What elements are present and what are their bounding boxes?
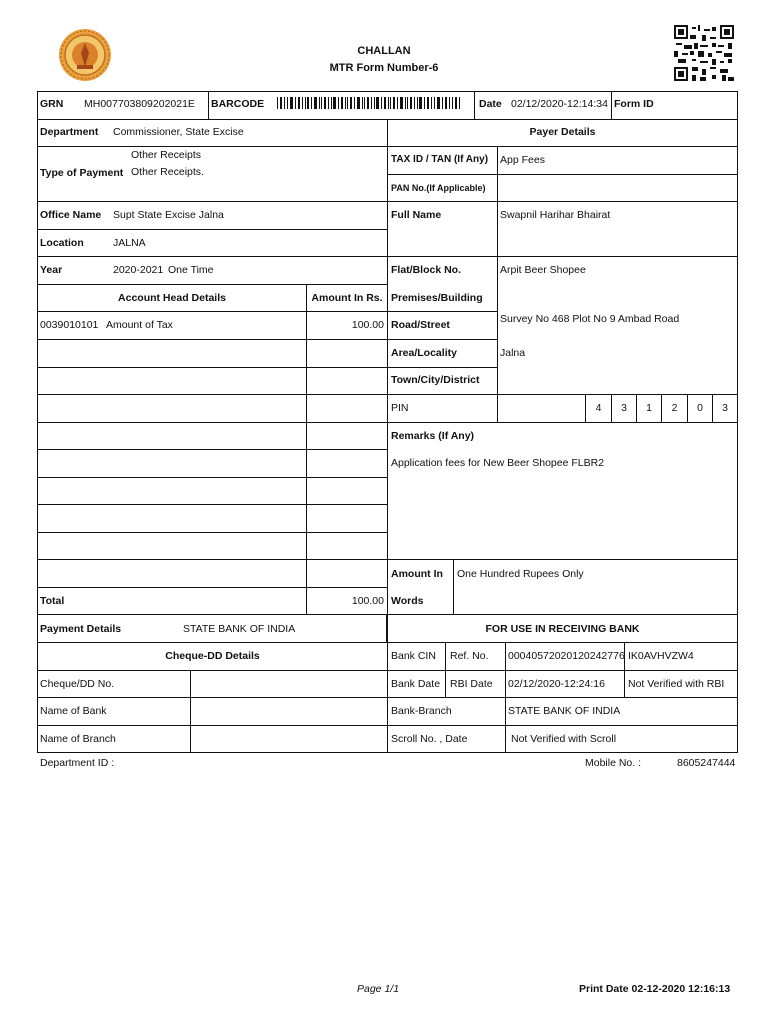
date-label: Date (479, 98, 502, 110)
remarks-value: Application fees for New Beer Shopee FLBR2 (391, 457, 605, 469)
pin-digit: 0 (697, 402, 703, 414)
bank-date-label: Bank Date (391, 678, 441, 690)
bank-branch-label: Bank-Branch (391, 705, 452, 717)
scroll-label: Scroll No. , Date (391, 733, 468, 745)
pin-digit: 3 (722, 402, 728, 414)
print-date: Print Date 02-12-2020 12:16:13 (579, 983, 731, 995)
year-period: One Time (168, 264, 214, 276)
location-label: Location (40, 237, 84, 249)
area-label: Area/Locality (391, 347, 457, 359)
pin-digit: 3 (621, 402, 627, 414)
flat-value: Arpit Beer Shopee (500, 264, 586, 276)
office-name-value: Supt State Excise Jalna (113, 209, 224, 221)
town-label: Town/City/District (391, 374, 480, 386)
scroll-value: Not Verified with Scroll (511, 733, 617, 745)
grn-label: GRN (40, 98, 64, 110)
grn-value: MH007703809202021E (84, 98, 195, 110)
pan-label: PAN No.(If Applicable) (391, 183, 486, 193)
receiving-bank-heading: FOR USE IN RECEIVING BANK (485, 623, 640, 635)
account-desc: Amount of Tax (106, 319, 173, 331)
area-value: Jalna (500, 347, 526, 359)
type-of-payment-value-2: Other Receipts. (131, 166, 204, 178)
bank-cin-label: Bank CIN (391, 650, 436, 662)
location-value: JALNA (113, 237, 146, 249)
department-value: Commissioner, State Excise (113, 126, 244, 138)
cheque-no-label: Cheque/DD No. (40, 678, 115, 690)
challan-title: CHALLAN (357, 45, 411, 57)
department-label: Department (40, 126, 99, 138)
tax-id-value: App Fees (500, 154, 545, 166)
account-amount: 100.00 (351, 319, 384, 331)
account-head-heading: Account Head Details (118, 292, 226, 304)
barcode-label: BARCODE (211, 98, 265, 110)
office-name-label: Office Name (40, 209, 102, 221)
mobile-label: Mobile No. : (585, 757, 642, 769)
amount-in-words-value: One Hundred Rupees Only (457, 568, 584, 580)
rbi-status: Not Verified with RBI (628, 678, 725, 690)
rbi-date-label: RBI Date (450, 678, 493, 690)
date-value: 02/12/2020-12:14:34 (511, 98, 608, 110)
tax-id-label: TAX ID / TAN (If Any) (391, 154, 489, 165)
full-name-value: Swapnil Harihar Bhairat (500, 209, 611, 221)
name-of-branch-label: Name of Branch (40, 733, 116, 745)
premises-label: Premises/Building (391, 292, 483, 304)
payer-details-heading: Payer Details (529, 126, 596, 138)
flat-label: Flat/Block No. (391, 264, 462, 276)
mobile-value: 8605247444 (677, 757, 736, 769)
year-label: Year (40, 264, 63, 276)
road-label: Road/Street (391, 319, 450, 331)
rbi-date-value: 02/12/2020-12:24:16 (508, 678, 605, 690)
account-code: 0039010101 (40, 319, 99, 331)
full-name-label: Full Name (391, 209, 442, 221)
amount-in-words-label-1: Amount In (391, 568, 443, 580)
bank-cin-value: IK0AVHVZW4 (628, 650, 694, 662)
type-of-payment-label: Type of Payment (40, 167, 124, 179)
payment-details-label: Payment Details (40, 623, 122, 635)
amount-in-words-label-2: Words (391, 595, 424, 607)
pin-digit: 1 (646, 402, 652, 414)
ref-no-value: 00040572020120242776 (508, 650, 625, 662)
remarks-label: Remarks (If Any) (391, 430, 475, 442)
amount-heading: Amount In Rs. (311, 292, 383, 304)
pin-label: PIN (391, 402, 409, 414)
ref-no-label: Ref. No. (450, 650, 489, 662)
total-label: Total (40, 595, 65, 607)
pin-digit: 2 (671, 402, 678, 414)
bank-branch-value: STATE BANK OF INDIA (508, 705, 621, 717)
form-id-label: Form ID (614, 98, 654, 110)
type-of-payment-value-1: Other Receipts (131, 149, 202, 161)
payment-details-value: STATE BANK OF INDIA (183, 623, 296, 635)
challan-form (37, 91, 738, 753)
total-value: 100.00 (351, 595, 384, 607)
road-value: Survey No 468 Plot No 9 Ambad Road (500, 313, 680, 325)
department-id-label: Department ID : (40, 757, 115, 769)
barcode-icon (277, 97, 461, 109)
page-number: Page 1/1 (357, 983, 400, 995)
pin-digit: 4 (595, 402, 602, 414)
year-value: 2020-2021 (113, 264, 164, 276)
cheque-dd-heading: Cheque-DD Details (165, 650, 260, 662)
form-number: MTR Form Number-6 (329, 62, 439, 74)
name-of-bank-label: Name of Bank (40, 705, 107, 717)
